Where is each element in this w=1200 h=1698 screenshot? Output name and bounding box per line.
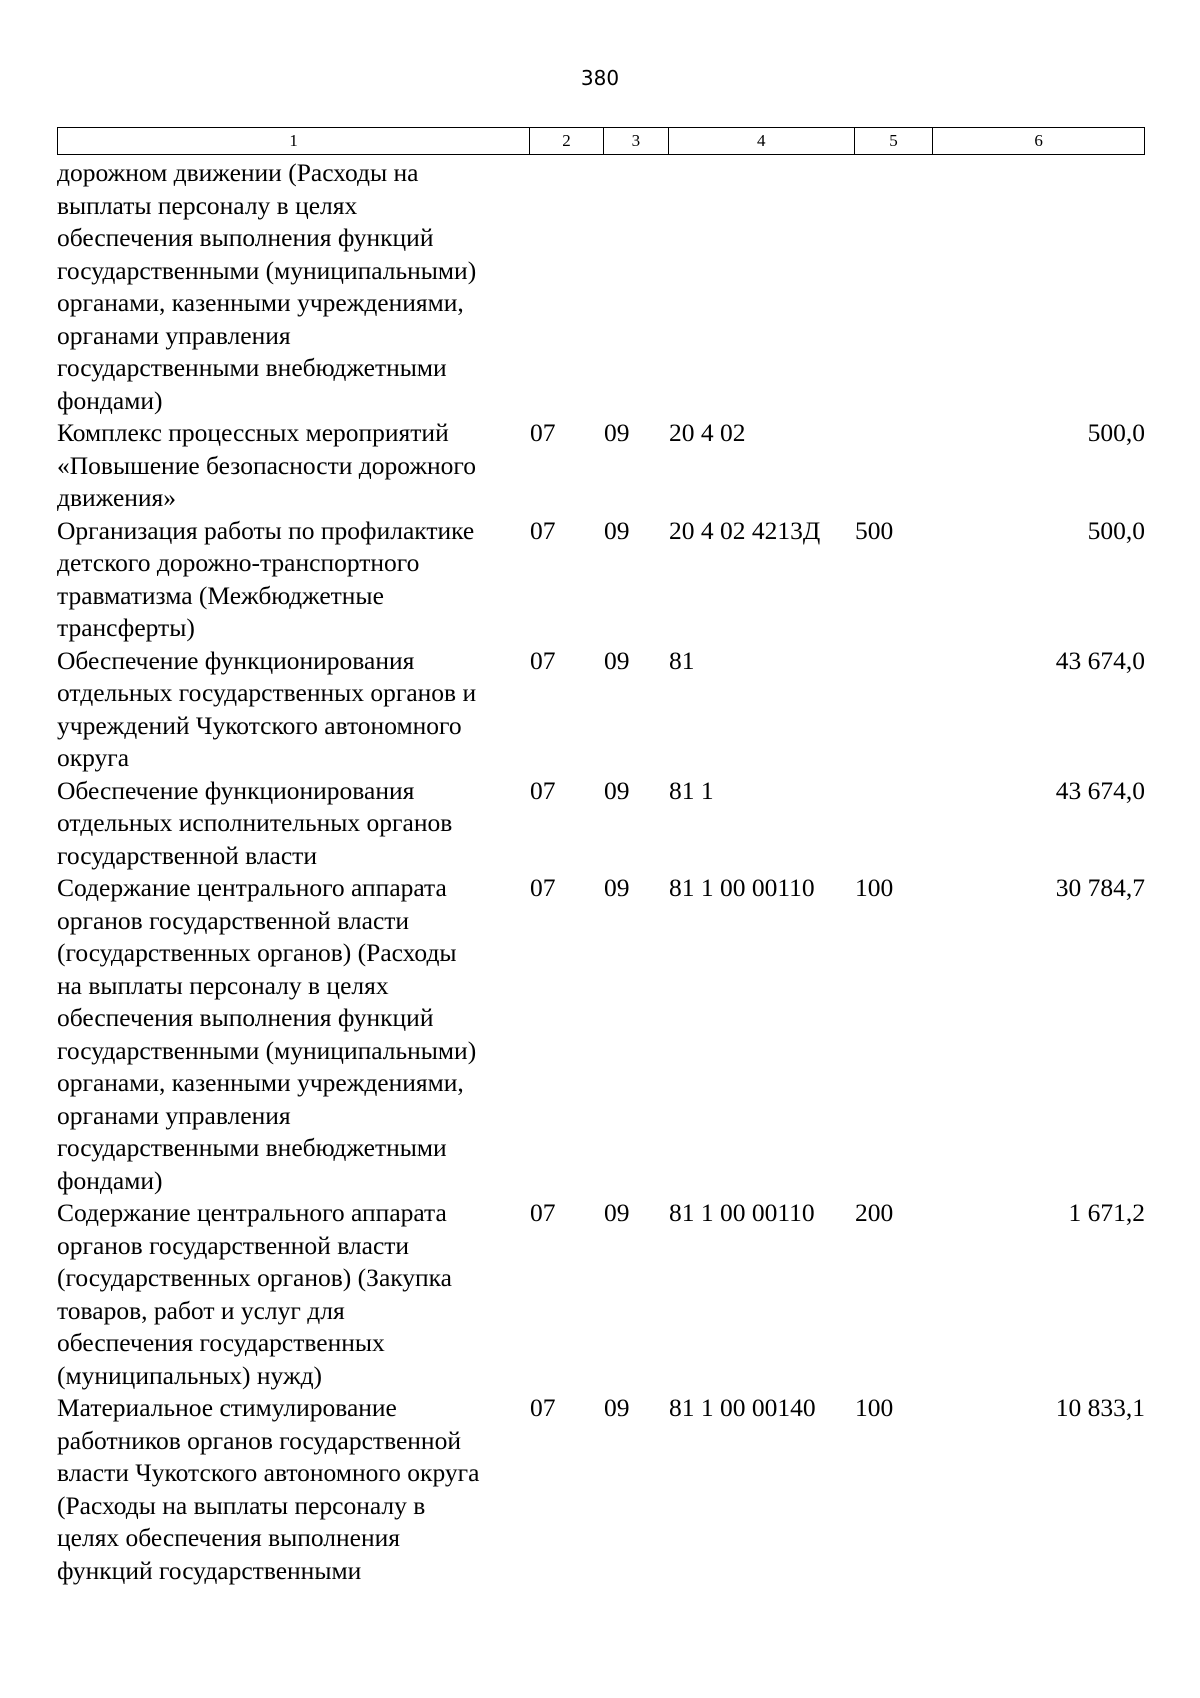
row-subsection: 09 [604, 1198, 630, 1227]
table-header [57, 127, 1145, 155]
table-row [57, 515, 1145, 645]
row-subsection: 09 [604, 515, 630, 545]
row-expense-type: 500 [855, 515, 894, 545]
row-description: Обеспечение функционирования отдельных исполнительных органов государственной власти [57, 775, 453, 870]
row-description: Содержание центрального аппарата органов государственной власти (государственных органов) (Расходы на выплаты персоналу в целях обеспечения выполнения функций государственными (муниципальными) органами, казенными учреждениями, органами управления государственными внебюджетными фондами) [57, 873, 477, 1195]
row-subsection: 09 [604, 873, 630, 902]
row-target-code: 81 1 00 00140 [669, 1393, 816, 1422]
header-col-3: 3 [604, 128, 669, 154]
header-col-2: 2 [530, 128, 604, 154]
row-amount: 500,0 [1087, 515, 1145, 545]
row-subsection: 09 [604, 775, 630, 805]
row-description: Обеспечение функционирования отдельных государственных органов и учреждений Чукотского автономного округа [57, 645, 477, 772]
table-row [57, 157, 1145, 417]
table-row [57, 775, 1145, 873]
budget-table-body [57, 157, 1145, 1587]
row-target-code: 20 4 02 4213Д [669, 515, 821, 545]
row-target-code: 81 1 00 00110 [669, 1198, 815, 1227]
row-description: Материальное стимулирование работников органов государственной власти Чукотского автономного округа (Расходы на выплаты персоналу в целях обеспечения выполнения функций государственными [57, 1393, 480, 1585]
row-amount: 30 784,7 [1055, 873, 1145, 902]
table-row [57, 417, 1145, 515]
page-number: 380 [580, 66, 620, 90]
row-expense-type: 200 [855, 1198, 894, 1227]
header-col-4: 4 [669, 128, 855, 154]
row-amount: 43 674,0 [1055, 645, 1145, 675]
table-row [57, 1197, 1145, 1392]
row-description: Организация работы по профилактике детского дорожно-транспортного травматизма (Межбюджетные трансферты) [57, 515, 475, 642]
header-col-5: 5 [855, 128, 934, 154]
row-expense-type: 100 [855, 873, 894, 902]
table-row [57, 872, 1145, 1197]
row-subsection: 09 [604, 1393, 630, 1422]
row-description: Содержание центрального аппарата органов государственной власти (государственных органов) (Закупка товаров, работ и услуг для обеспечения государственных (муниципальных) нужд) [57, 1198, 453, 1390]
row-subsection: 09 [604, 418, 630, 447]
row-target-code: 81 1 [669, 775, 714, 805]
row-target-code: 81 [669, 645, 695, 675]
row-section: 07 [530, 645, 556, 675]
table-row [57, 645, 1145, 775]
row-amount: 43 674,0 [1055, 775, 1145, 805]
row-section: 07 [530, 873, 556, 902]
row-subsection: 09 [604, 645, 630, 675]
row-amount: 10 833,1 [1055, 1393, 1145, 1422]
row-description: дорожном движении (Расходы на выплаты персоналу в целях обеспечения выполнения функций государственными (муниципальными) органами, казенными учреждениями, органами управления государственными внебюджетными фондами) [57, 158, 477, 415]
row-amount: 1 671,2 [1068, 1198, 1145, 1227]
row-amount: 500,0 [1087, 418, 1145, 447]
row-expense-type: 100 [855, 1393, 894, 1422]
row-target-code: 20 4 02 [669, 418, 746, 447]
header-col-1: 1 [58, 128, 530, 154]
row-section: 07 [530, 775, 556, 805]
row-section: 07 [530, 515, 556, 545]
row-section: 07 [530, 1393, 556, 1422]
row-section: 07 [530, 418, 556, 447]
row-section: 07 [530, 1198, 556, 1227]
table-row [57, 1392, 1145, 1587]
header-col-6: 6 [1034, 131, 1043, 150]
row-target-code: 81 1 00 00110 [669, 873, 815, 902]
row-description: Комплекс процессных мероприятий «Повышение безопасности дорожного движения» [57, 418, 476, 512]
